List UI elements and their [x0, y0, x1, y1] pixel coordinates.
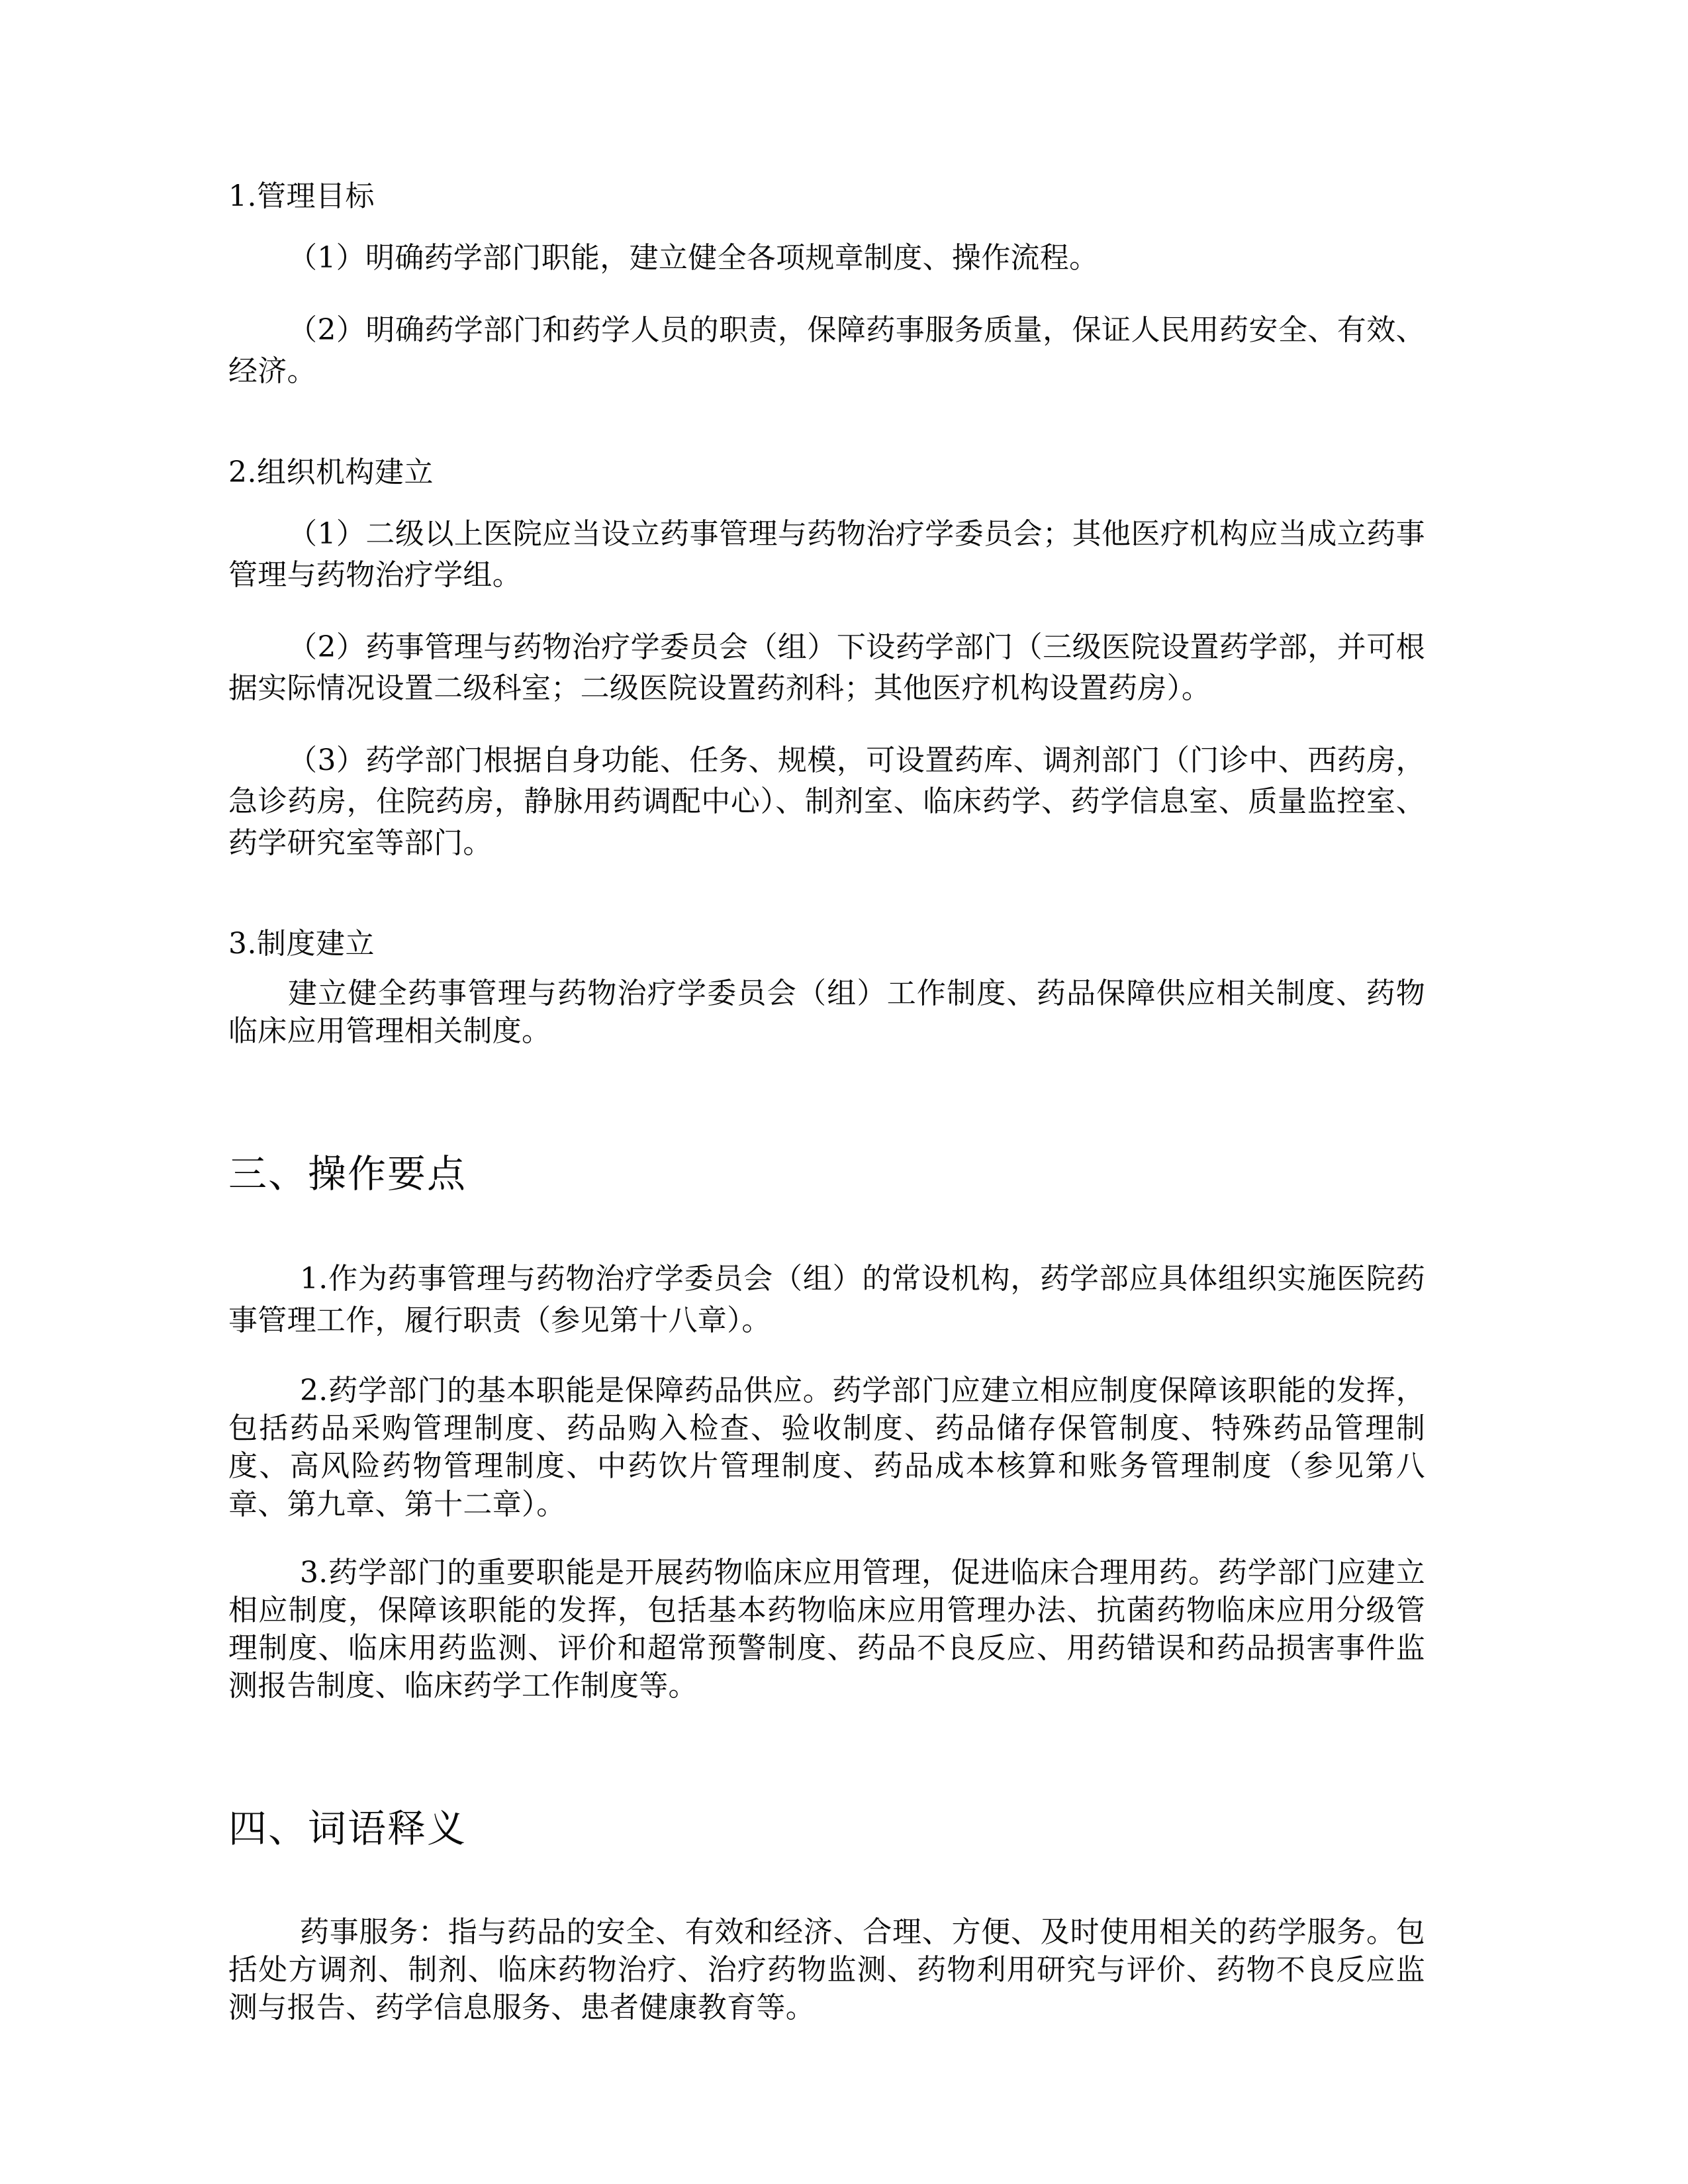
spacer — [228, 864, 1425, 925]
heading-organization-setup: 2.组织机构建立 — [228, 455, 434, 489]
paragraph-ops-2: 2.药学部门的基本职能是保障药品供应。药学部门应建立相应制度保障该职能的发挥，包括药品采购管理制度、药品购入检查、验收制度、药品储存保管制度、特殊药品管理制度、高风险药物管理制度、中药饮片管理制度、药品成本核算和账务管理制度（参见第八章、第九章、第十二章）。 — [228, 1374, 1425, 1521]
spacer — [228, 393, 1425, 453]
spacer — [228, 1198, 1425, 1258]
heading-system-setup: 3.制度建立 — [228, 927, 375, 961]
spacer — [228, 491, 1425, 514]
paragraph-ops-1: 1.作为药事管理与药物治疗学委员会（组）的常设机构，药学部应具体组织实施医院药事管理工作，履行职责（参见第十八章）。 — [228, 1262, 1425, 1337]
paragraph-org-2: （2）药事管理与药物治疗学委员会（组）下设药学部门（三级医院设置药学部，并可根据实际情况设置二级科室；二级医院设置药剂科；其他医疗机构设置药房）。 — [228, 630, 1425, 706]
paragraph-org-3: （3）药学部门根据自身功能、任务、规模，可设置药库、调剂部门（门诊中、西药房，急诊药房，住院药房，静脉用药调配中心）、制剂室、临床药学、药学信息室、质量监控室、药学研究室等部门。 — [228, 743, 1425, 860]
spacer — [228, 1341, 1425, 1372]
spacer — [228, 1523, 1425, 1554]
paragraph-goal-2: （2）明确药学部门和药学人员的职责，保障药事服务质量，保证人民用药安全、有效、经济。 — [228, 312, 1425, 389]
heading-section-operation-points: 三、操作要点 — [228, 1151, 467, 1196]
spacer — [228, 215, 1425, 238]
spacer — [228, 1051, 1425, 1150]
spacer — [228, 963, 1425, 974]
paragraph-glossary-1: 药事服务：指与药品的安全、有效和经济、合理、方便、及时使用相关的药学服务。包括处方调剂、制剂、临床药物治疗、治疗药物监测、药物利用研究与评价、药物不良反应监测与报告、药学信息服务、患者健康教育等。 — [228, 1915, 1425, 2025]
spacer — [228, 1852, 1425, 1913]
spacer — [228, 279, 1425, 310]
heading-management-goal: 1.管理目标 — [228, 179, 375, 213]
spacer — [228, 1705, 1425, 1805]
document-body — [228, 177, 1425, 2027]
paragraph-goal-1: （1）明确药学部门职能，建立健全各项规章制度、操作流程。 — [288, 241, 1099, 275]
spacer — [228, 596, 1425, 627]
heading-section-glossary: 四、词语释义 — [228, 1805, 467, 1851]
spacer — [228, 710, 1425, 740]
paragraph-org-1: （1）二级以上医院应当设立药事管理与药物治疗学委员会；其他医疗机构应当成立药事管理与药物治疗学组。 — [228, 516, 1425, 593]
paragraph-system-1: 建立健全药事管理与药物治疗学委员会（组）工作制度、药品保障供应相关制度、药物临床应用管理相关制度。 — [228, 976, 1425, 1049]
paragraph-ops-3: 3.药学部门的重要职能是开展药物临床应用管理，促进临床合理用药。药学部门应建立相应制度，保障该职能的发挥，包括基本药物临床应用管理办法、抗菌药物临床应用分级管理制度、临床用药监测、评价和超常预警制度、药品不良反应、用药错误和药品损害事件监测报告制度、临床药学工作制度等。 — [228, 1555, 1425, 1703]
